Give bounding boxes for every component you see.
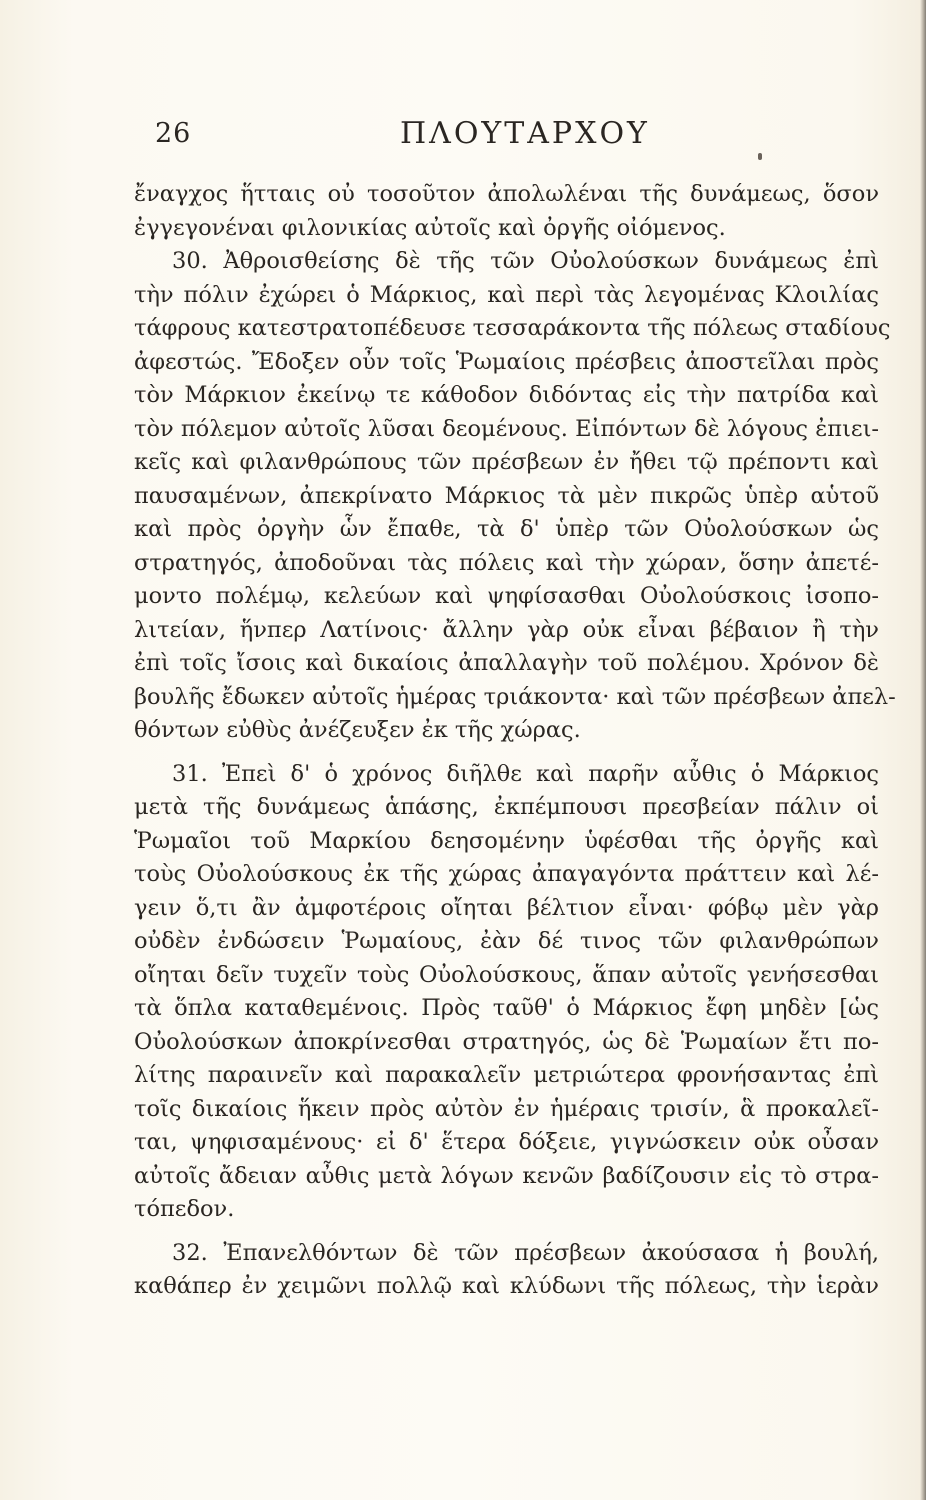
- text-line: κεῖς καὶ φιλανθρώπους τῶν πρέσβεων ἐν ἤθει τῷ πρέποντι καὶ: [134, 449, 879, 475]
- text-line: οὐδὲν ἐνδώσειν Ῥωμαίους, ἐὰν δέ τινος τῶν φιλανθρώπων: [134, 928, 879, 954]
- text-line: γειν ὅ,τι ἂν ἀμφοτέροις οἴηται βέλτιον εἶναι· φόβῳ μὲν γὰρ: [134, 894, 879, 921]
- text-line: τοὺς Οὐολούσκους ἐκ τῆς χώρας ἀπαγαγόντα πράττειν καὶ λέ-: [134, 861, 879, 887]
- text-line: ἐγγεγονέναι φιλονικίας αὐτοῖς καὶ ὀργῆς οἰόμενος.: [134, 214, 726, 241]
- page-edge-shadow: [920, 0, 926, 1500]
- paragraph-gap: [134, 748, 879, 758]
- text-line: τὰ ὅπλα καταθεμένοις. Πρὸς ταῦθ' ὁ Μάρκιος ἔφη μηδὲν [ὡς: [134, 995, 879, 1021]
- text-line: ἐπὶ τοῖς ἴσοις καὶ δικαίοις ἀπαλλαγὴν τοῦ πολέμου. Χρόνον δὲ: [134, 650, 879, 676]
- text-line: τάφρους κατεστρατοπέδευσε τεσσαράκοντα τῆς πόλεως σταδίους: [134, 315, 891, 341]
- text-line: τόπεδον.: [134, 1196, 235, 1222]
- text-line: ται, ψηφισαμένους· εἰ δ' ἕτερα δόξειε, γιγνώσκειν οὐκ οὖσαν: [134, 1129, 879, 1155]
- text-line: παυσαμένων, ἀπεκρίνατο Μάρκιος τὰ μὲν πικρῶς ὑπὲρ αὑτοῦ: [134, 482, 879, 509]
- running-title: ΠΛΟΥΤΑΡΧΟΥ: [400, 116, 650, 151]
- text-line: στρατηγός, ἀποδοῦναι τὰς πόλεις καὶ τὴν χώραν, ὅσην ἀπετέ-: [134, 549, 879, 576]
- text-line: οἴηται δεῖν τυχεῖν τοὺς Οὐολούσκους, ἅπαν αὐτοῖς γενήσεσθαι: [134, 961, 879, 988]
- text-line: ἀφεστώς. Ἔδοξεν οὖν τοῖς Ῥωμαίοις πρέσβεις ἀποστεῖλαι πρὸς: [134, 348, 879, 375]
- section-32-start: 32. Ἐπανελθόντων δὲ τῶν πρέσβεων ἀκούσασα ἡ βουλή,: [172, 1239, 879, 1266]
- text-line: μοντο πολέμῳ, κελεύων καὶ ψηφίσασθαι Οὐολούσκοις ἰσοπο-: [134, 583, 879, 609]
- page-number: 26: [155, 118, 192, 149]
- text-line: βουλῆς ἔδωκεν αὐτοῖς ἡμέρας τριάκοντα· καὶ τῶν πρέσβεων ἀπελ-: [134, 683, 896, 710]
- section-31-start: 31. Ἐπεὶ δ' ὁ χρόνος διῆλθε καὶ παρῆν αὖθις ὁ Μάρκιος: [172, 760, 879, 787]
- body-text: [134, 178, 896, 1304]
- text-line: τὸν πόλεμον αὐτοῖς λῦσαι δεομένους. Εἰπόντων δὲ λόγους ἐπιει-: [134, 415, 879, 442]
- text-line: λιτείαν, ἥνπερ Λατίνοις· ἄλλην γὰρ οὐκ εἶναι βέβαιον ἢ τὴν: [134, 616, 879, 643]
- text-line: Ῥωμαῖοι τοῦ Μαρκίου δεησομένην ὑφέσθαι τῆς ὀργῆς καὶ: [134, 827, 879, 854]
- text-line: τοῖς δικαίοις ἥκειν πρὸς αὐτὸν ἐν ἡμέραις τρισίν, ἃ προκαλεῖ-: [134, 1095, 879, 1122]
- text-line: Οὐολούσκων ἀποκρίνεσθαι στρατηγός, ὡς δὲ Ῥωμαίων ἔτι πο-: [134, 1028, 879, 1055]
- text-line: τὴν πόλιν ἐχώρει ὁ Μάρκιος, καὶ περὶ τὰς λεγομένας Κλοιλίας: [134, 281, 879, 308]
- text-line: τὸν Μάρκιον ἐκείνῳ τε κάθοδον διδόντας εἰς τὴν πατρίδα καὶ: [134, 382, 879, 408]
- text-line: ἔναγχος ἥτταις οὐ τοσοῦτον ἀπολωλέναι τῆς δυνάμεως, ὅσον: [134, 181, 879, 207]
- text-line: καθάπερ ἐν χειμῶνι πολλῷ καὶ κλύδωνι τῆς πόλεως, τὴν ἱερὰν: [134, 1273, 879, 1299]
- text-line: καὶ πρὸς ὀργὴν ὧν ἔπαθε, τὰ δ' ὑπὲρ τῶν Οὐολούσκων ὡς: [134, 516, 879, 542]
- ink-mark: [758, 153, 762, 160]
- text-line: λίτης παραινεῖν καὶ παρακαλεῖν μετριώτερα φρονήσαντας ἐπὶ: [134, 1062, 879, 1088]
- text-line: θόντων εὐθὺς ἀνέζευξεν ἐκ τῆς χώρας.: [134, 717, 581, 743]
- paragraph-gap: [134, 1227, 879, 1237]
- text-line: μετὰ τῆς δυνάμεως ἁπάσης, ἐκπέμπουσι πρεσβείαν πάλιν οἱ: [134, 794, 879, 820]
- text-line: αὐτοῖς ἄδειαν αὖθις μετὰ λόγων κενῶν βαδίζουσιν εἰς τὸ στρα-: [134, 1162, 879, 1189]
- section-30-start: 30. Ἀθροισθείσης δὲ τῆς τῶν Οὐολούσκων δυνάμεως ἐπὶ: [172, 248, 879, 274]
